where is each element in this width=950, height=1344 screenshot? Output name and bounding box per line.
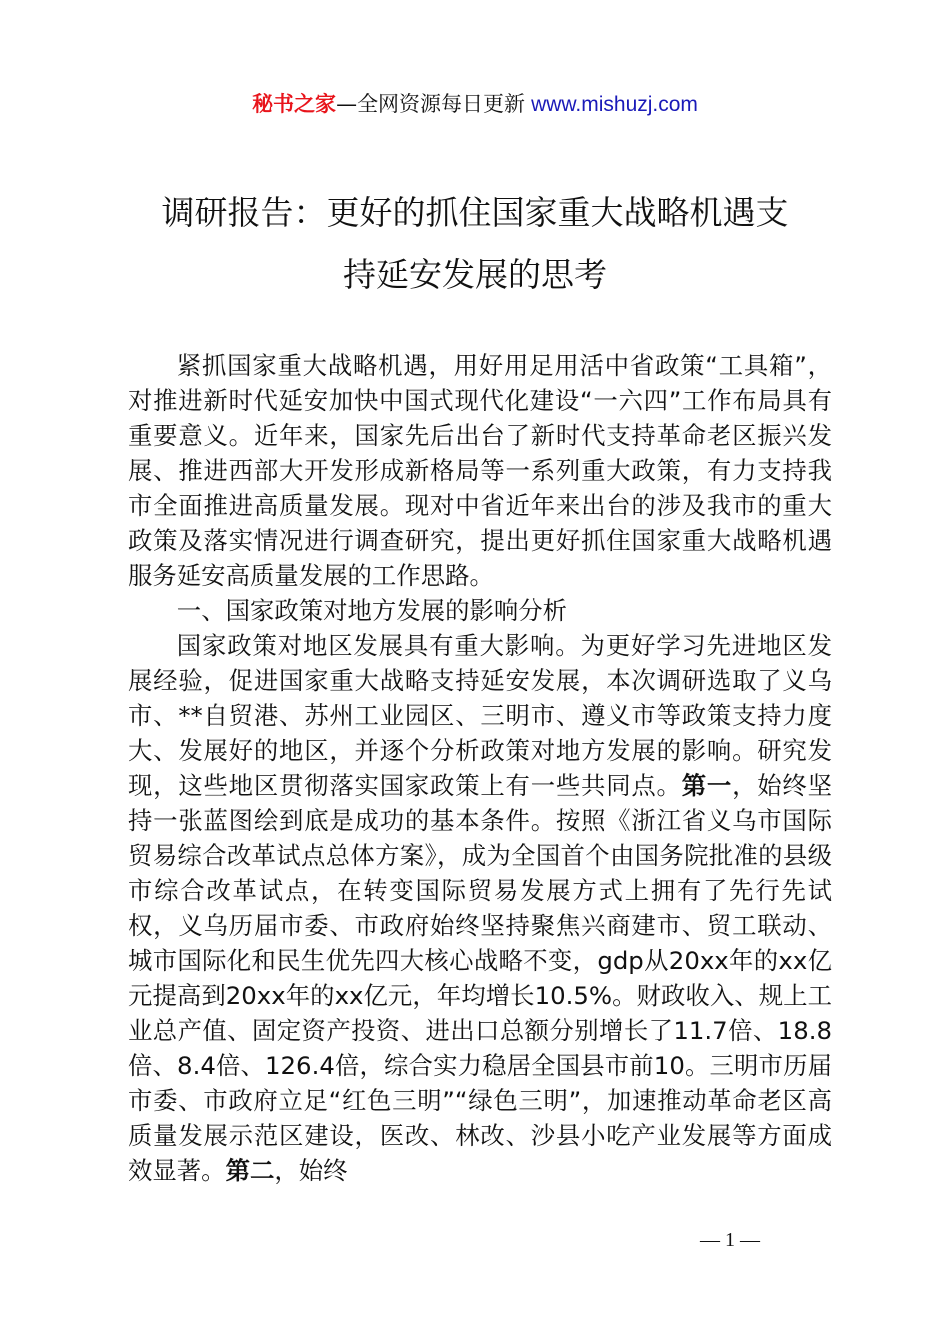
intro-paragraph: 紧抓国家重大战略机遇，用好用足用活中省政策“工具箱”，对推进新时代延安加快中国式现代化建设“一六四”工作布局具有重要意义。近年来，国家先后出台了新时代支持革命老区振兴发展、推进西部大开发形成新格局等一系列重大政策，有力支持我市全面推进高质量发展。现对中省近年来出台的涉及我市的重大政策及落实情况进行调查研究，提出更好抓住国家重大战略机遇服务延安高质量发展的工作思路。	[128, 351, 832, 590]
section-heading-1: 一、国家政策对地方发展的影响分析	[176, 596, 568, 625]
brand-name: 秘书之家	[252, 92, 337, 116]
analysis-paragraph	[128, 628, 832, 1188]
page-number: — 1 —	[700, 1229, 760, 1251]
point-second-label: 第二	[225, 1156, 275, 1185]
point-first-label: 第一	[681, 771, 733, 800]
document-title-line-1: 调研报告：更好的抓住国家重大战略机遇支	[161, 193, 789, 232]
site-header-banner	[0, 86, 950, 123]
header-tagline: —全网资源每日更新	[336, 92, 526, 116]
site-url-link[interactable]: www.mishuzj.com	[531, 93, 698, 116]
analysis-text-part-2: ，始终坚持一张蓝图绘到底是成功的基本条件。按照《浙江省义乌市国际贸易综合改革试点总体方案》，成为全国首个由国务院批准的县级市综合改革试点，在转变国际贸易发展方式上拥有了先行先试权，义乌历届市委、市政府始终坚持聚焦兴商建市、贸工联动、城市国际化和民生优先四大核心战略不变，gdp从20xx年的xx亿元提高到20xx年的xx亿元，年均增长10.5%。财政收入、规上工业总产值、固定资产投资、进出口总额分别增长了11.7倍、18.8倍、8.4倍、126.4倍，综合实力稳居全国县市前10。三明市历届市委、市政府立足“红色三明”“绿色三明”，加速推动革命老区高质量发展示范区建设，医改、林改、沙县小吃产业发展等方面成效显著。	[128, 771, 832, 1185]
analysis-text-part-3: ，始终	[274, 1156, 348, 1185]
analysis-text-part-1: 国家政策对地区发展具有重大影响。为更好学习先进地区发展经验，促进国家重大战略支持延安发展，本次调研选取了义乌市、**自贸港、苏州工业园区、三明市、遵义市等政策支持力度大、发展好的地区，并逐个分析政策对地方发展的影响。研究发现，这些地区贯彻落实国家政策上有一些共同点。	[128, 631, 832, 800]
document-body	[128, 348, 832, 1188]
document-title	[60, 182, 890, 306]
document-title-line-2: 持延安发展的思考	[343, 255, 607, 294]
